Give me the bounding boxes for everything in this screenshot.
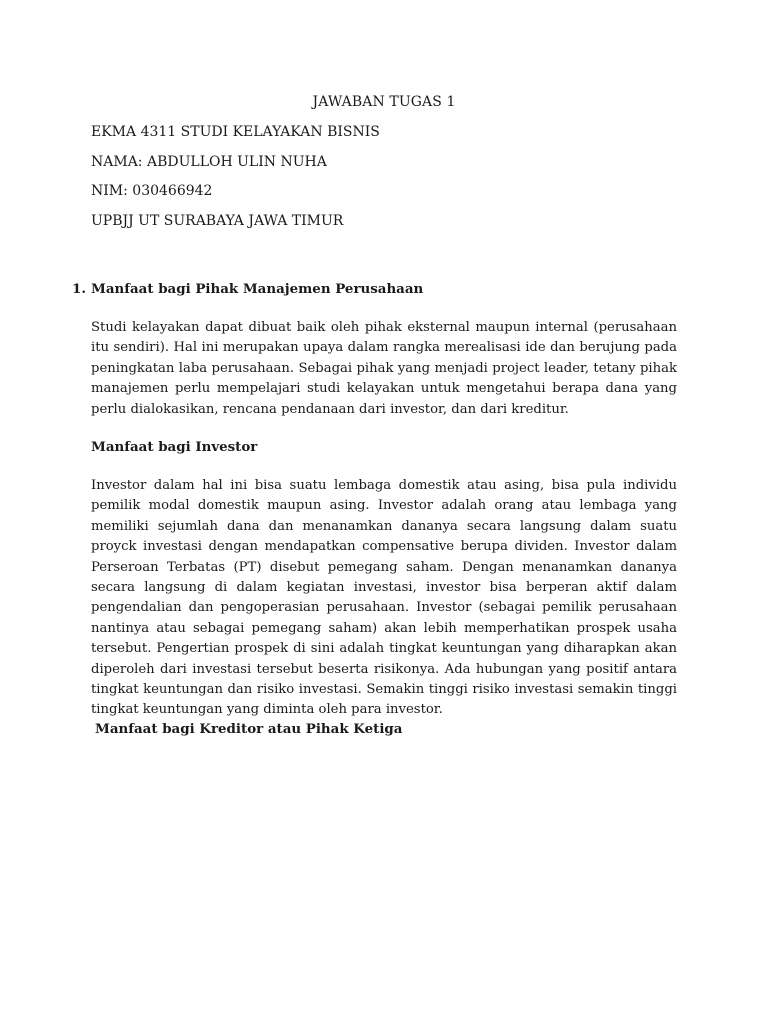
section-1-heading: Manfaat bagi Pihak Manajemen Perusahaan [91,281,424,297]
section-2-paragraph: Investor dalam hal ini bisa suatu lembaga domestik atau asing, bisa pula individu pemilik modal domestik maupun asing. Investor adalah orang atau lembaga yang memiliki sejumlah dana dan menanamkan dananya secara langsung dalam suatu proyck investasi dengan mendapatkan compensative berupa dividen. Investor dalam Perseroan Terbatas (PT) disebut pemegang saham. Dengan menanamkan dananya secara langsung di dalam kegiatan investasi, investor bisa berperan aktif dalam pengendalian dan pengoperasian perusahaan. Investor (sebagai pemilik perusahaan nantinya atau sebagai pemegang saham) akan lebih memperhatikan prospek usaha tersebut. Pengertian prospek di sini adalah tingkat keuntungan yang diharapkan akan diperoleh dari investasi tersebut beserta risikonya. Ada hubungan yang positif antara tingkat keuntungan dan risiko investasi. Semakin tinggi risiko investasi semakin tinggi tingkat keuntungan yang diminta oleh para investor. [91,478,677,718]
student-name-line: NAMA: ABDULLOH ULIN NUHA [91,154,327,170]
course-line: EKMA 4311 STUDI KELAYAKAN BISNIS [91,124,380,140]
section-1-number: 1. [72,281,86,297]
document-title: JAWABAN TUGAS 1 [312,94,456,110]
student-nim-line: NIM: 030466942 [91,183,213,199]
section-2-heading: Manfaat bagi Investor [91,439,258,455]
section-3-heading: Manfaat bagi Kreditor atau Pihak Ketiga [95,721,403,737]
unit-line: UPBJJ UT SURABAYA JAWA TIMUR [91,213,344,229]
section-1-paragraph: Studi kelayakan dapat dibuat baik oleh pihak eksternal maupun internal (perusahaan itu sendiri). Hal ini merupakan upaya dalam rangka merealisasi ide dan berujung pada peningkatan laba perusahaan. Sebagai pihak yang menjadi project leader, tetany pihak manajemen perlu mempelajari studi kelayakan untuk mengetahui berapa dana yang perlu dialokasikan, rencana pendanaan dari investor, dan dari kreditur. [91,320,677,417]
